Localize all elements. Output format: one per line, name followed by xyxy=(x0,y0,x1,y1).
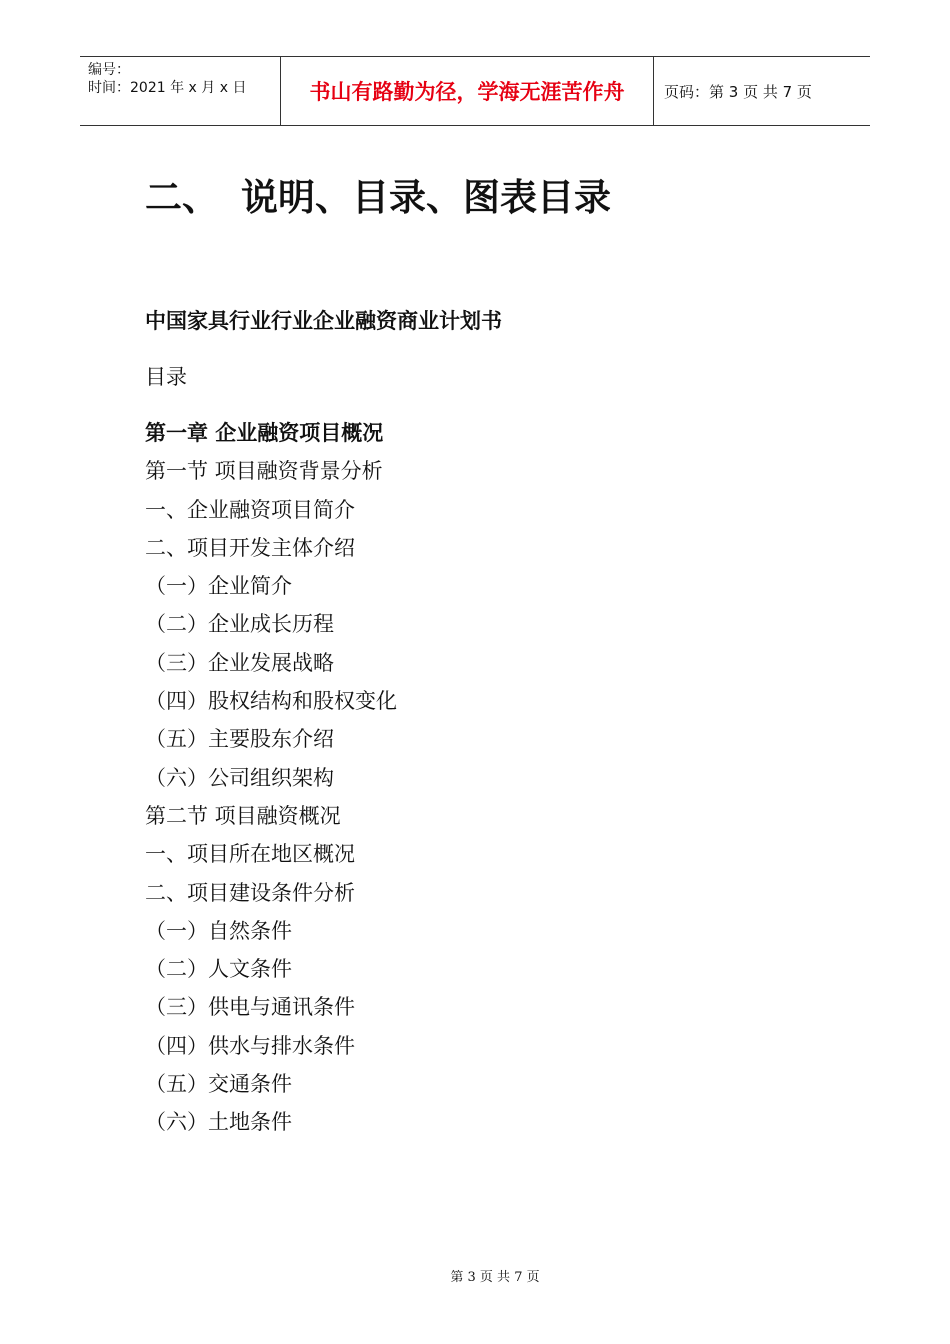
table-of-contents xyxy=(145,418,397,1146)
toc-item: （五）主要股东介绍 xyxy=(145,727,334,752)
section-heading-text: 说明、目录、图表目录 xyxy=(241,176,611,219)
document-date: 时间：2021 年 x 月 x 日 xyxy=(88,80,247,96)
section-heading xyxy=(145,172,611,224)
toc-item: （三）企业发展战略 xyxy=(145,650,334,675)
section-heading-number: 二、 xyxy=(145,176,219,219)
toc-item: 二、项目开发主体介绍 xyxy=(145,535,355,560)
toc-item: （四）供水与排水条件 xyxy=(145,1033,355,1058)
header-page-info: 页码：第 3 页 共 7 页 xyxy=(664,82,812,101)
page-header xyxy=(80,56,870,126)
toc-item: （二）人文条件 xyxy=(145,957,292,982)
document-number-label: 编号： xyxy=(88,62,130,78)
toc-item: （一）企业简介 xyxy=(145,574,292,599)
toc-item: （六）公司组织架构 xyxy=(145,765,334,790)
page-footer: 第 3 页 共 7 页 xyxy=(450,1270,540,1285)
document-title: 中国家具行业行业企业融资商业计划书 xyxy=(145,309,502,333)
toc-item: （三）供电与通讯条件 xyxy=(145,995,355,1020)
toc-item: 一、企业融资项目简介 xyxy=(145,497,355,522)
toc-item: 第一章 企业融资项目概况 xyxy=(145,421,384,445)
toc-label: 目录 xyxy=(145,365,187,389)
toc-item: （五）交通条件 xyxy=(145,1072,292,1097)
toc-item: （四）股权结构和股权变化 xyxy=(145,689,397,714)
toc-item: （六）土地条件 xyxy=(145,1110,292,1135)
toc-item: 第一节 项目融资背景分析 xyxy=(145,459,383,484)
toc-item: 一、项目所在地区概况 xyxy=(145,842,355,867)
header-meta xyxy=(80,57,280,125)
toc-item: 二、项目建设条件分析 xyxy=(145,880,355,905)
toc-item: 第二节 项目融资概况 xyxy=(145,803,341,828)
header-motto: 书山有路勤为径，学海无涯苦作舟 xyxy=(280,57,654,125)
toc-item: （一）自然条件 xyxy=(145,918,292,943)
toc-item: （二）企业成长历程 xyxy=(145,612,334,637)
